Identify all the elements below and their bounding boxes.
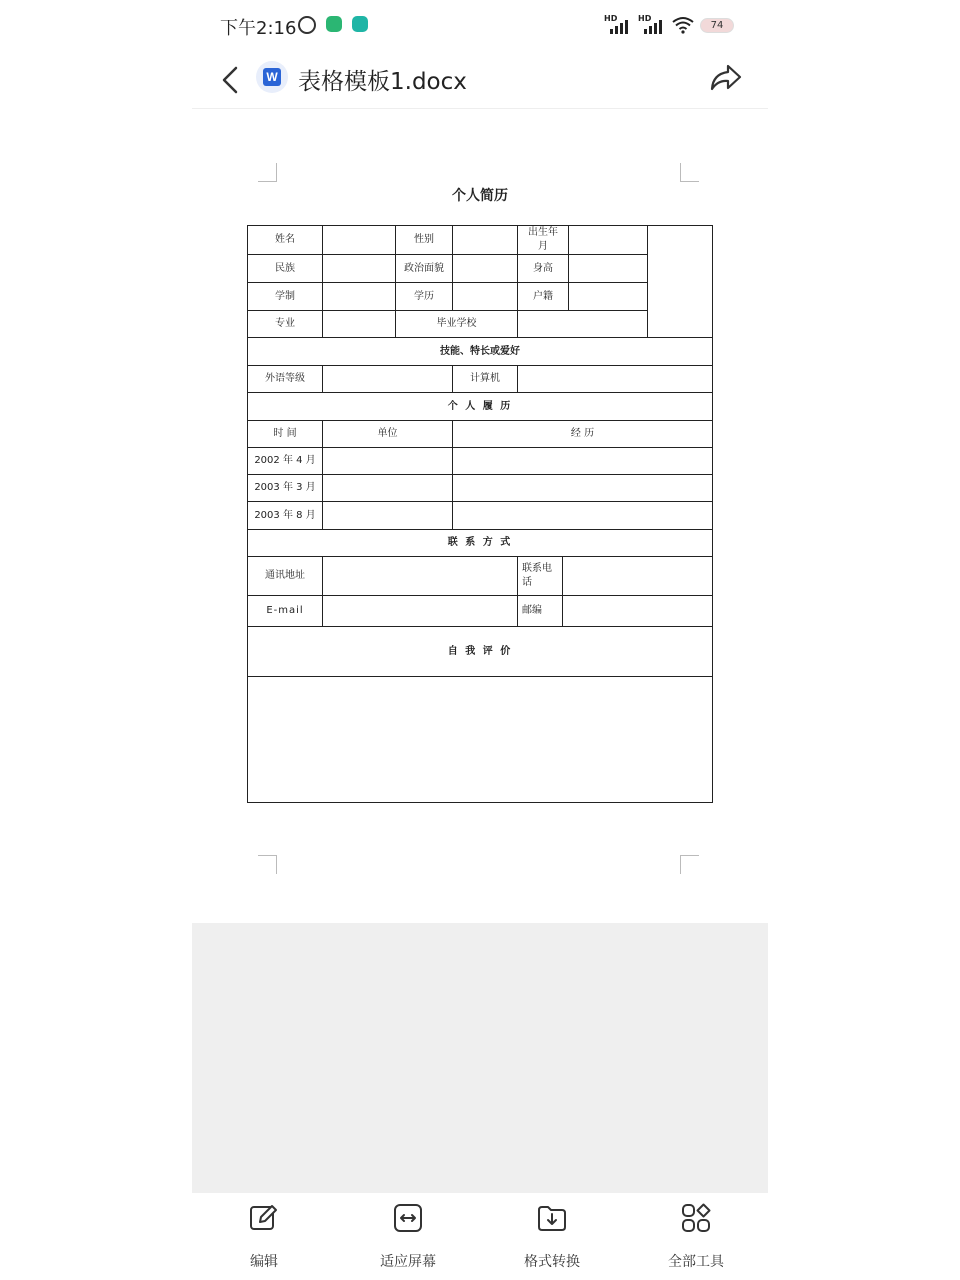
signal-icon <box>638 14 666 34</box>
hd-label: HD <box>638 14 652 23</box>
resume-section-header: 个 人 履 历 <box>247 392 713 421</box>
cell-history-experience <box>452 474 713 502</box>
cell-phone-label: 联系电话 <box>517 556 563 596</box>
cell-language-value <box>322 365 453 393</box>
document-viewer[interactable] <box>192 109 768 923</box>
word-letter: W <box>263 68 281 86</box>
hd-label: HD <box>604 14 618 23</box>
page-corner-mark <box>258 163 277 182</box>
cell-name-value <box>322 225 396 255</box>
cell-political-value <box>452 254 518 283</box>
cell-email-value <box>322 595 518 627</box>
all-tools-label: 全部工具 <box>668 1254 724 1270</box>
fit-screen-button[interactable] <box>358 1203 458 1271</box>
format-convert-icon <box>537 1203 567 1233</box>
cell-height-value <box>568 254 648 283</box>
alarm-icon <box>298 16 316 34</box>
back-button[interactable] <box>214 62 250 98</box>
app-notification-icon <box>326 16 342 32</box>
edit-button[interactable] <box>214 1203 314 1271</box>
cell-schooling-value <box>322 282 396 311</box>
cell-major-value <box>322 310 396 338</box>
cell-postcode-label: 邮编 <box>517 595 563 627</box>
cell-household-label: 户籍 <box>517 282 569 311</box>
cell-email-label: E-mail <box>247 595 323 627</box>
cell-ethnicity-value <box>322 254 396 283</box>
format-convert-button[interactable] <box>502 1203 602 1271</box>
status-bar <box>192 0 768 52</box>
cell-education-value <box>452 282 518 311</box>
cell-household-value <box>568 282 648 311</box>
cell-name-label: 姓名 <box>247 225 323 255</box>
cell-history-date: 2003 年 3 月 <box>247 474 323 502</box>
cell-gender-label: 性别 <box>395 225 453 255</box>
cell-postcode-value <box>562 595 713 627</box>
word-file-icon <box>256 61 288 93</box>
cell-phone-value <box>562 556 713 596</box>
cell-language-label: 外语等级 <box>247 365 323 393</box>
format-convert-label: 格式转换 <box>524 1254 580 1270</box>
all-tools-button[interactable] <box>646 1203 746 1271</box>
skills-section-header: 技能、特长或爱好 <box>247 337 713 366</box>
cell-history-experience <box>452 447 713 475</box>
cell-education-label: 学历 <box>395 282 453 311</box>
cell-birth-value <box>568 225 648 255</box>
cell-history-unit <box>322 474 453 502</box>
app-notification-icon <box>352 16 368 32</box>
wifi-icon <box>672 16 694 34</box>
cell-major-label: 专业 <box>247 310 323 338</box>
cell-address-label: 通讯地址 <box>247 556 323 596</box>
cell-history-unit <box>322 447 453 475</box>
app-header <box>192 52 768 109</box>
contact-section-header: 联 系 方 式 <box>247 529 713 557</box>
self-eval-body <box>247 676 713 803</box>
phone-screen <box>192 0 768 1280</box>
cell-history-experience <box>452 501 713 530</box>
cell-computer-label: 计算机 <box>452 365 518 393</box>
cell-ethnicity-label: 民族 <box>247 254 323 283</box>
cell-gender-value <box>452 225 518 255</box>
viewer-background <box>192 923 768 1193</box>
share-button[interactable] <box>706 60 746 96</box>
cell-photo <box>647 225 713 338</box>
cell-school-label: 毕业学校 <box>395 310 518 338</box>
page-corner-mark <box>680 855 699 874</box>
cell-computer-value <box>517 365 713 393</box>
cell-unit-header: 单位 <box>322 420 453 448</box>
page-corner-mark <box>680 163 699 182</box>
page-corner-mark <box>258 855 277 874</box>
fit-screen-icon <box>393 1203 423 1233</box>
cell-address-value <box>322 556 518 596</box>
resume-title: 个人简历 <box>452 188 508 204</box>
self-eval-section-header: 自 我 评 价 <box>247 626 713 677</box>
bottom-toolbar <box>192 1193 768 1280</box>
cell-history-unit <box>322 501 453 530</box>
cell-birth-label: 出生年月 <box>517 225 569 255</box>
cell-height-label: 身高 <box>517 254 569 283</box>
signal-icon <box>604 14 632 34</box>
edit-label: 编辑 <box>250 1254 278 1270</box>
document-title: 表格模板1.docx <box>298 69 467 95</box>
fit-screen-label: 适应屏幕 <box>380 1254 436 1270</box>
cell-schooling-label: 学制 <box>247 282 323 311</box>
cell-history-date: 2003 年 8 月 <box>247 501 323 530</box>
cell-experience-header: 经 历 <box>452 420 713 448</box>
cell-time-header: 时 间 <box>247 420 323 448</box>
battery-icon: 74 <box>700 18 734 33</box>
all-tools-icon <box>681 1203 711 1233</box>
cell-political-label: 政治面貌 <box>395 254 453 283</box>
edit-icon <box>249 1203 279 1233</box>
status-time: 下午2:16 <box>220 18 297 39</box>
cell-school-value <box>517 310 648 338</box>
cell-history-date: 2002 年 4 月 <box>247 447 323 475</box>
